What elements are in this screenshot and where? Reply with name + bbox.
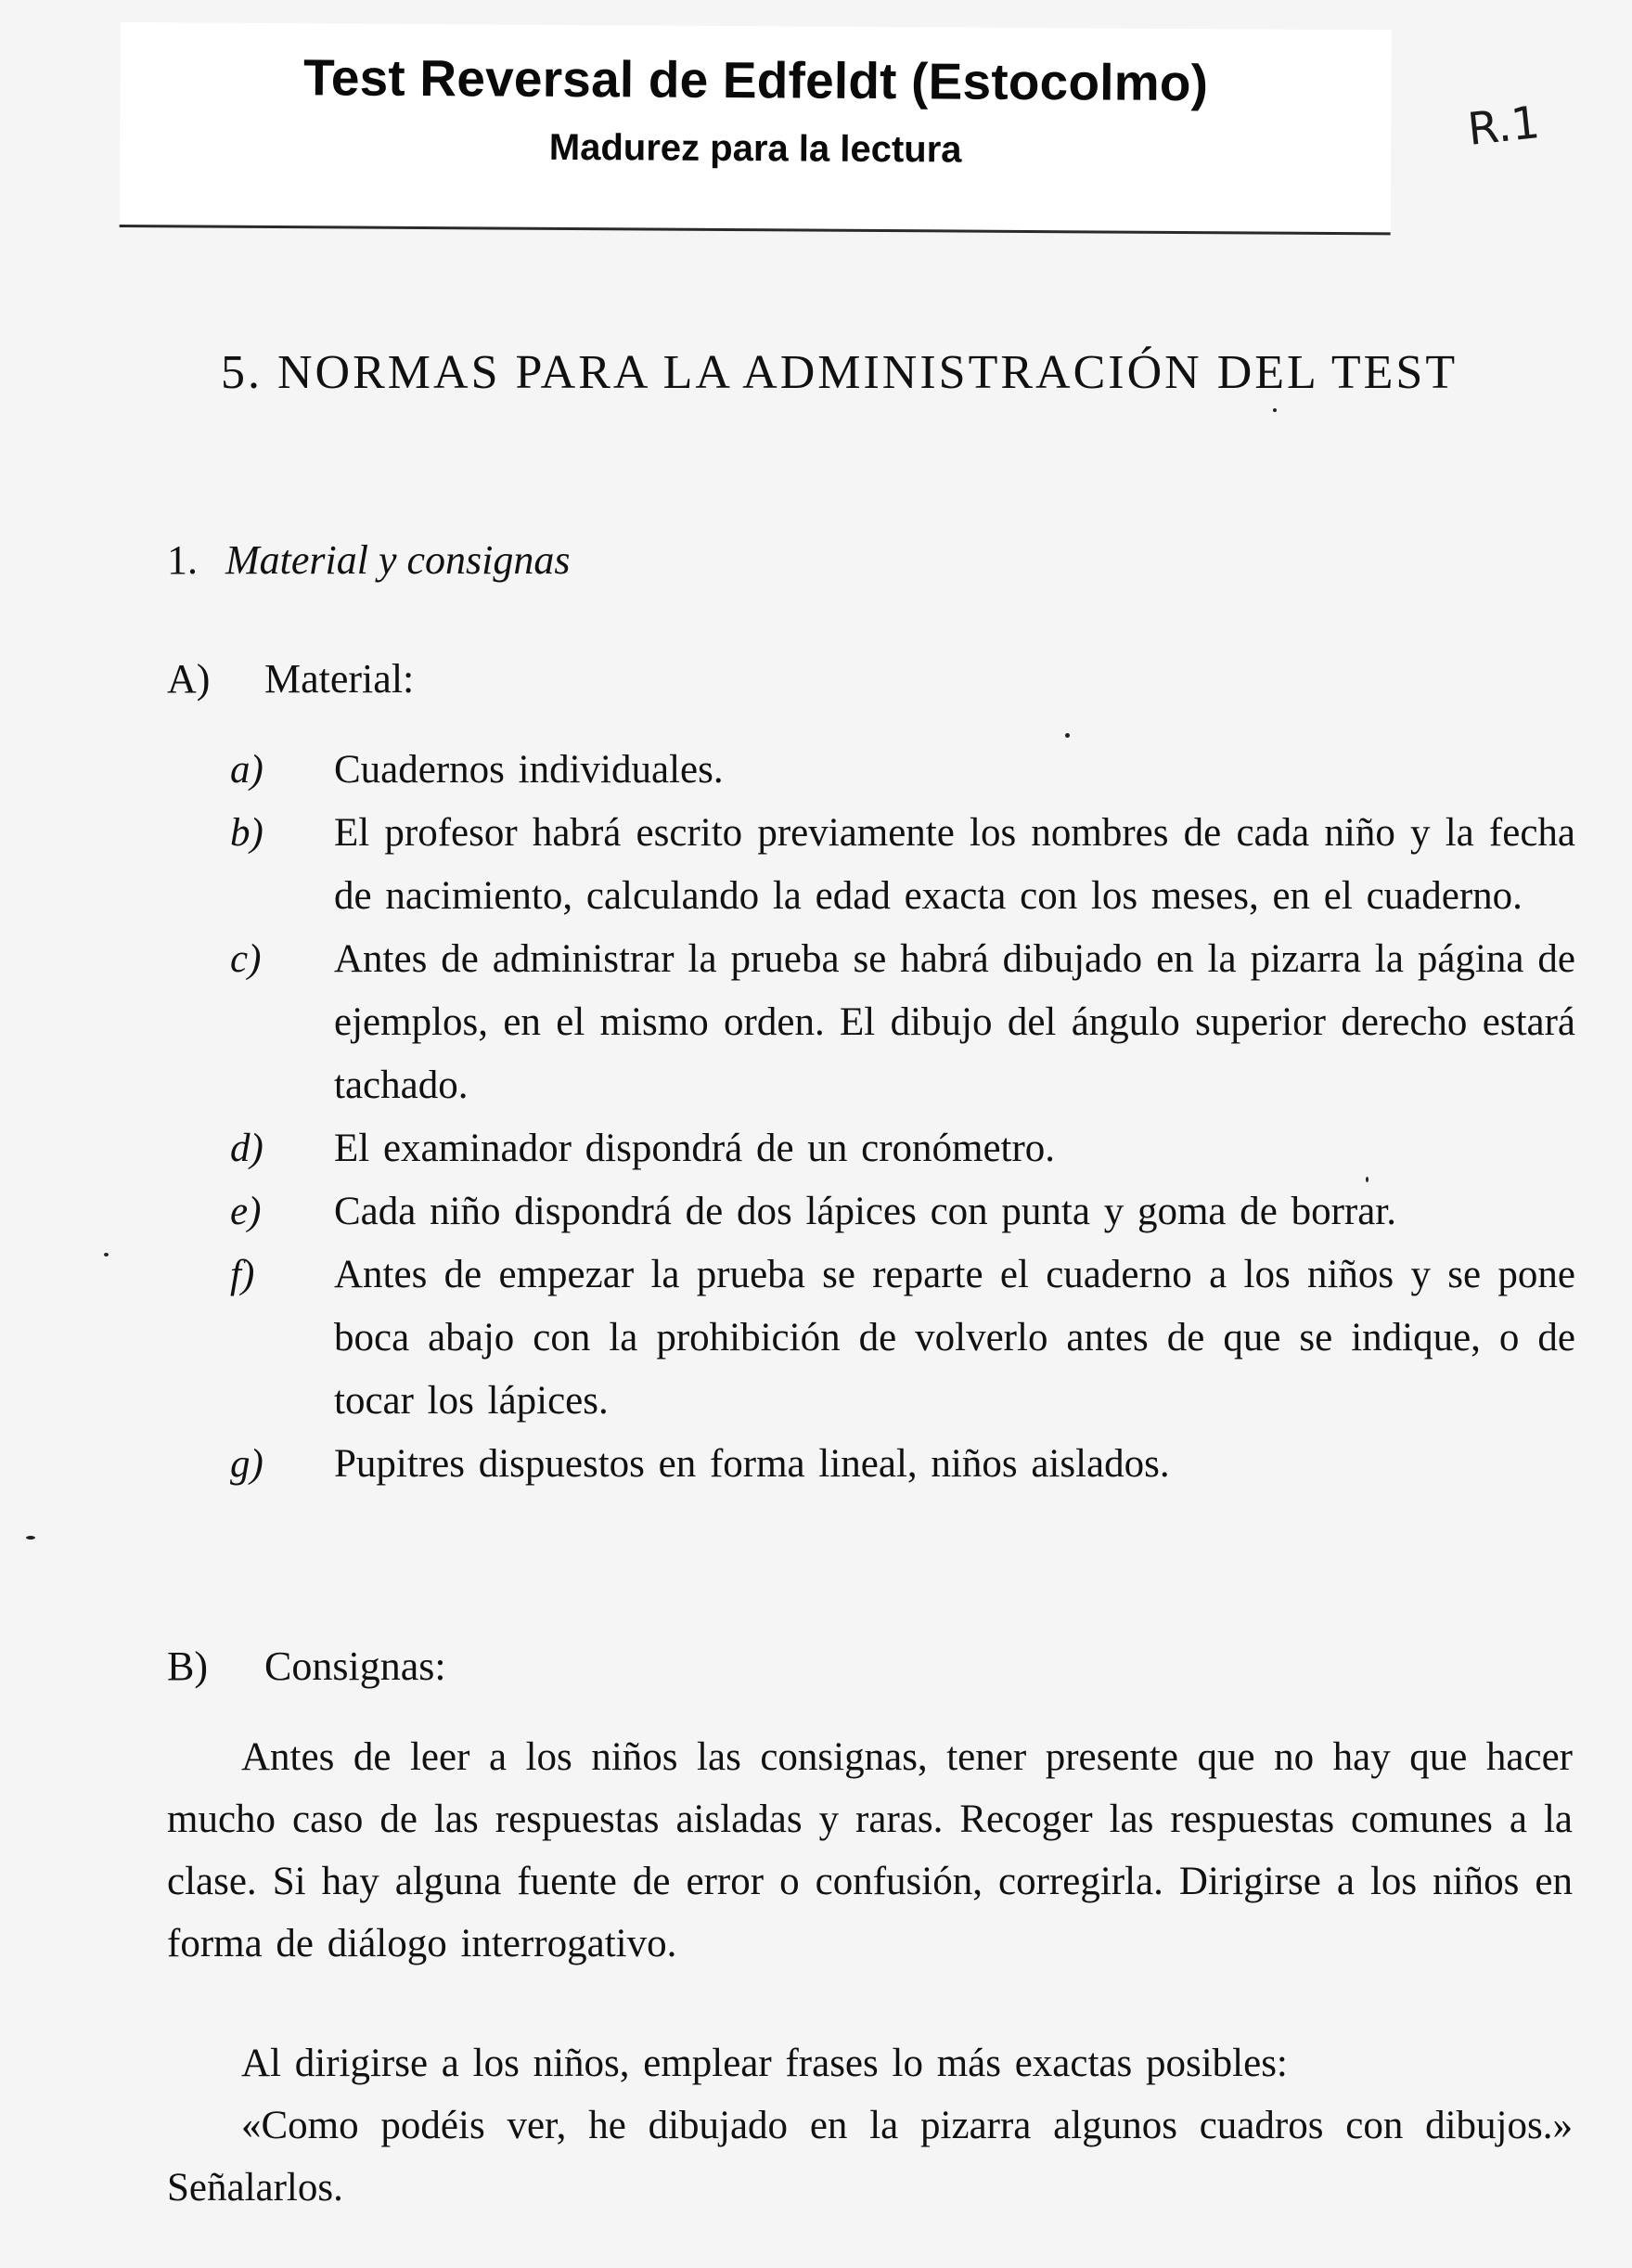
list-marker: g) [230,1442,263,1486]
document-subtitle: Madurez para la lectura [548,126,962,171]
list-item [230,1117,1575,1180]
document-title: Test Reversal de Edfeldt (Estocolmo) [302,48,1209,112]
part-b-title: Consignas: [264,1643,446,1689]
subsection-heading [167,536,571,584]
scan-speck [104,1253,109,1256]
scan-speck [26,1536,35,1540]
list-item [230,739,1575,802]
handwritten-page-code: R.1 [1465,97,1543,156]
list-marker: c) [230,937,262,981]
list-item-text: El examinador dispondrá de un cronómetro. [334,1127,1056,1170]
list-item [230,1180,1575,1244]
body-paragraph: Antes de leer a los niños las consignas, tener presente que no hay que hacer mucho caso de las respuestas aisladas y raras. Recoger las respuestas comunes a la clase. Si hay alguna fuente de error o confusión, corregirla. Dirigirse a los niños en forma de diálogo interrogativo. [167,1735,1573,1965]
scan-speck [1366,1177,1369,1182]
scan-speck [1065,733,1070,738]
list-item-text: Cada niño dispondrá de dos lápices con punta y goma de borrar. [334,1190,1396,1233]
part-a-title: Material: [264,656,415,702]
material-list [230,739,1575,1496]
pasted-header-label [120,22,1392,235]
list-item [230,1244,1575,1433]
scan-speck [1273,408,1277,412]
part-a-heading [167,655,414,702]
part-b-letter: B) [167,1643,208,1689]
list-marker: e) [230,1190,262,1233]
list-item [230,802,1575,928]
part-a-letter: A) [167,656,211,702]
list-marker: f) [230,1253,255,1296]
list-item [230,928,1575,1117]
list-item-text: Antes de empezar la prueba se reparte el cuaderno a los niños y se pone boca abajo con la prohibición de volverlo antes de que se indique, o de tocar los lápices. [334,1253,1575,1423]
list-item-text: Pupitres dispuestos en forma lineal, niños aislados. [334,1442,1170,1486]
list-item-text: Cuadernos individuales. [334,748,724,792]
subsection-title: Material y consignas [225,537,571,583]
list-marker: d) [230,1127,263,1170]
body-paragraph: «Como podéis ver, he dibujado en la pizarra algunos cuadros con dibujos.» Señalarlos. [167,2104,1573,2210]
list-marker: b) [230,811,263,855]
list-marker: a) [230,748,263,792]
list-item [230,1433,1575,1496]
part-b-heading [167,1643,446,1690]
section-heading: 5. NORMAS PARA LA ADMINISTRACIÓN DEL TEST [221,346,1459,399]
subsection-number: 1. [167,537,198,583]
list-item-text: Antes de administrar la prueba se habrá dibujado en la pizarra la página de ejemplos, en el mismo orden. El dibujo del ángulo superior derecho estará tachado. [334,937,1575,1107]
list-item-text: El profesor habrá escrito previamente los nombres de cada niño y la fecha de nacimiento, calculando la edad exacta con los meses, en el cuaderno. [334,811,1575,918]
body-paragraph: Al dirigirse a los niños, emplear frases lo más exactas posibles: [241,2042,1288,2085]
